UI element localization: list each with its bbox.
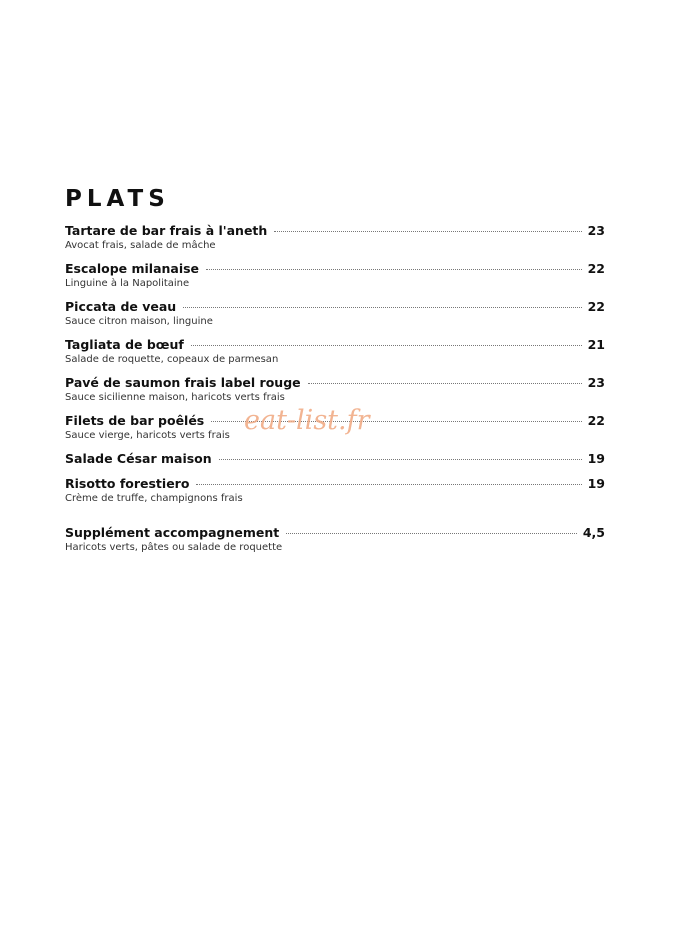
menu-item-line [65, 223, 605, 239]
dish-price: 23 [587, 223, 605, 238]
menu-item [65, 476, 605, 505]
menu-item-line [65, 299, 605, 315]
dot-leader [211, 421, 581, 422]
menu-item [65, 451, 605, 467]
menu-item [65, 223, 605, 252]
dot-leader [206, 269, 582, 270]
menu-item [65, 413, 605, 442]
menu-item [65, 337, 605, 366]
dot-leader [308, 383, 582, 384]
watermark: eat-list.fr [244, 405, 370, 436]
supplement-price: 4,5 [582, 525, 605, 540]
supplement-item [65, 525, 605, 554]
dish-name: Piccata de veau [65, 299, 177, 314]
dish-description: Avocat frais, salade de mâche [65, 240, 216, 251]
dot-leader [219, 459, 582, 460]
dish-name: Tartare de bar frais à l'aneth [65, 223, 268, 238]
supplement-name: Supplément accompagnement [65, 525, 280, 540]
dish-description: Sauce sicilienne maison, haricots verts frais [65, 392, 285, 403]
dish-description: Sauce vierge, haricots verts frais [65, 430, 230, 441]
dish-description: Sauce citron maison, linguine [65, 316, 213, 327]
menu-item [65, 375, 605, 404]
section-title: PLATS [65, 186, 170, 212]
dish-price: 19 [587, 451, 605, 466]
dish-name: Salade César maison [65, 451, 212, 466]
dot-leader [183, 307, 581, 308]
menu-section [65, 185, 605, 563]
menu-item-line [65, 261, 605, 277]
menu-item-line [65, 476, 605, 492]
dish-name: Tagliata de bœuf [65, 337, 184, 352]
dish-price: 19 [587, 476, 605, 491]
dot-leader [274, 231, 581, 232]
dish-name: Risotto forestiero [65, 476, 190, 491]
dish-price: 22 [587, 299, 605, 314]
menu-item [65, 299, 605, 328]
menu-item-line [65, 337, 605, 353]
dish-name: Pavé de saumon frais label rouge [65, 375, 301, 390]
dish-description: Salade de roquette, copeaux de parmesan [65, 354, 279, 365]
menu-item-line [65, 413, 605, 429]
dot-leader [196, 484, 581, 485]
dish-name: Escalope milanaise [65, 261, 200, 276]
dish-price: 22 [587, 413, 605, 428]
dish-description: Crème de truffe, champignons frais [65, 493, 243, 504]
menu-item-line [65, 375, 605, 391]
menu-item [65, 261, 605, 290]
menu-item-line [65, 525, 605, 541]
dish-description: Linguine à la Napolitaine [65, 278, 190, 289]
dish-name: Filets de bar poêlés [65, 413, 205, 428]
dish-price: 23 [587, 375, 605, 390]
dish-price: 21 [587, 337, 605, 352]
menu-item-line [65, 451, 605, 467]
dot-leader [191, 345, 582, 346]
supplement-description: Haricots verts, pâtes ou salade de roquette [65, 542, 283, 553]
dot-leader [286, 533, 577, 534]
dish-price: 22 [587, 261, 605, 276]
